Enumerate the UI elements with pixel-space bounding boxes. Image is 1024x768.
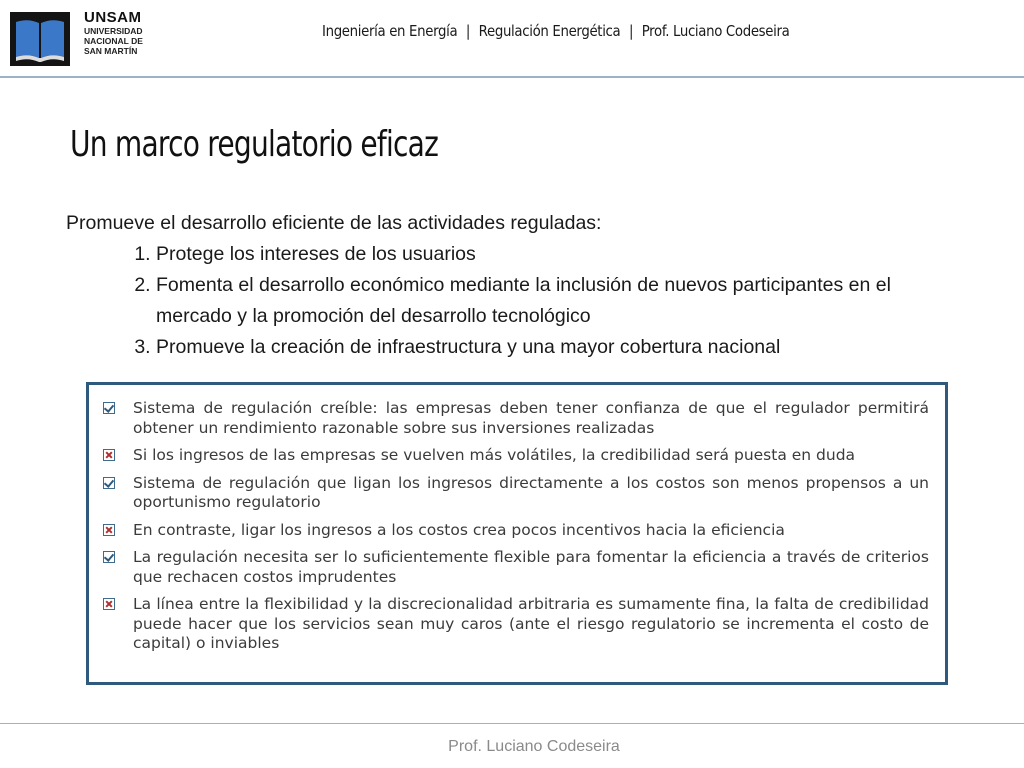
header-segment-program: Ingeniería en Energía: [322, 22, 458, 40]
criteria-text: En contraste, ligar los ingresos a los costos crea pocos incentivos hacia la eficiencia: [133, 520, 785, 539]
slide-title: Un marco regulatorio eficaz: [70, 124, 439, 165]
logo-line-1: UNIVERSIDAD: [84, 26, 143, 36]
criteria-list: [103, 399, 929, 662]
criteria-text: Sistema de regulación creíble: las empresas deben tener confianza de que el regulador permitirá obtener un rendimiento razonable sobre sus inversiones realizadas: [133, 399, 929, 437]
list-item: 3. Promueve la creación de infraestructura y una mayor cobertura nacional: [156, 332, 966, 363]
checkbox-checked-icon: [103, 402, 115, 414]
checkbox-checked-icon: [103, 477, 115, 489]
open-book-icon: [10, 12, 70, 66]
list-item: 2. Fomenta el desarrollo económico mediante la inclusión de nuevos participantes en el mercado y la promoción del desarrollo tecnológico: [156, 270, 966, 332]
checkbox-crossed-icon: [103, 449, 115, 461]
criteria-text: Si los ingresos de las empresas se vuelven más volátiles, la credibilidad será puesta en duda: [133, 446, 856, 464]
criteria-item: [103, 521, 929, 541]
criteria-text: Sistema de regulación que ligan los ingresos directamente a los costos son menos propensos a un oportunismo regulatorio: [133, 473, 929, 511]
checkbox-crossed-icon: [103, 524, 115, 536]
header-segment-professor: Prof. Luciano Codeseira: [641, 22, 790, 40]
list-item: 1. Protege los intereses de los usuarios: [156, 239, 966, 270]
criteria-text: La línea entre la flexibilidad y la discrecionalidad arbitraria es sumamente fina, la falta de credibilidad puede hacer que los servicios sean muy caros (ante el riesgo regulatorio se incrementa el costo de capital) o inviables: [133, 595, 929, 652]
logo-wordmark: [84, 10, 143, 56]
header-divider: [0, 76, 1024, 78]
criteria-text: La regulación necesita ser lo suficientemente flexible para fomentar la eficiencia a través de criterios que rechacen costos imprudentes: [133, 548, 929, 586]
header-separator: |: [465, 22, 471, 40]
header-title: [322, 22, 804, 50]
criteria-item: [103, 548, 929, 587]
criteria-panel: [86, 382, 948, 685]
logo-line-3: SAN MARTÍN: [84, 46, 138, 56]
criteria-item: [103, 399, 929, 438]
footer-divider: [0, 723, 1024, 724]
numbered-list: [66, 239, 966, 363]
header-separator: |: [628, 22, 634, 40]
unsam-logo: [8, 10, 168, 68]
intro-text: Promueve el desarrollo eficiente de las actividades reguladas:: [66, 212, 602, 234]
slide-body: [66, 208, 966, 363]
checkbox-crossed-icon: [103, 598, 115, 610]
criteria-item: [103, 595, 929, 654]
header-segment-course: Regulación Energética: [478, 22, 621, 40]
logo-title: UNSAM: [84, 9, 142, 26]
criteria-item: [103, 474, 929, 513]
checkbox-checked-icon: [103, 551, 115, 563]
logo-line-2: NACIONAL DE: [84, 36, 143, 46]
criteria-item: [103, 446, 929, 466]
footer-author: Prof. Luciano Codeseira: [448, 738, 620, 755]
